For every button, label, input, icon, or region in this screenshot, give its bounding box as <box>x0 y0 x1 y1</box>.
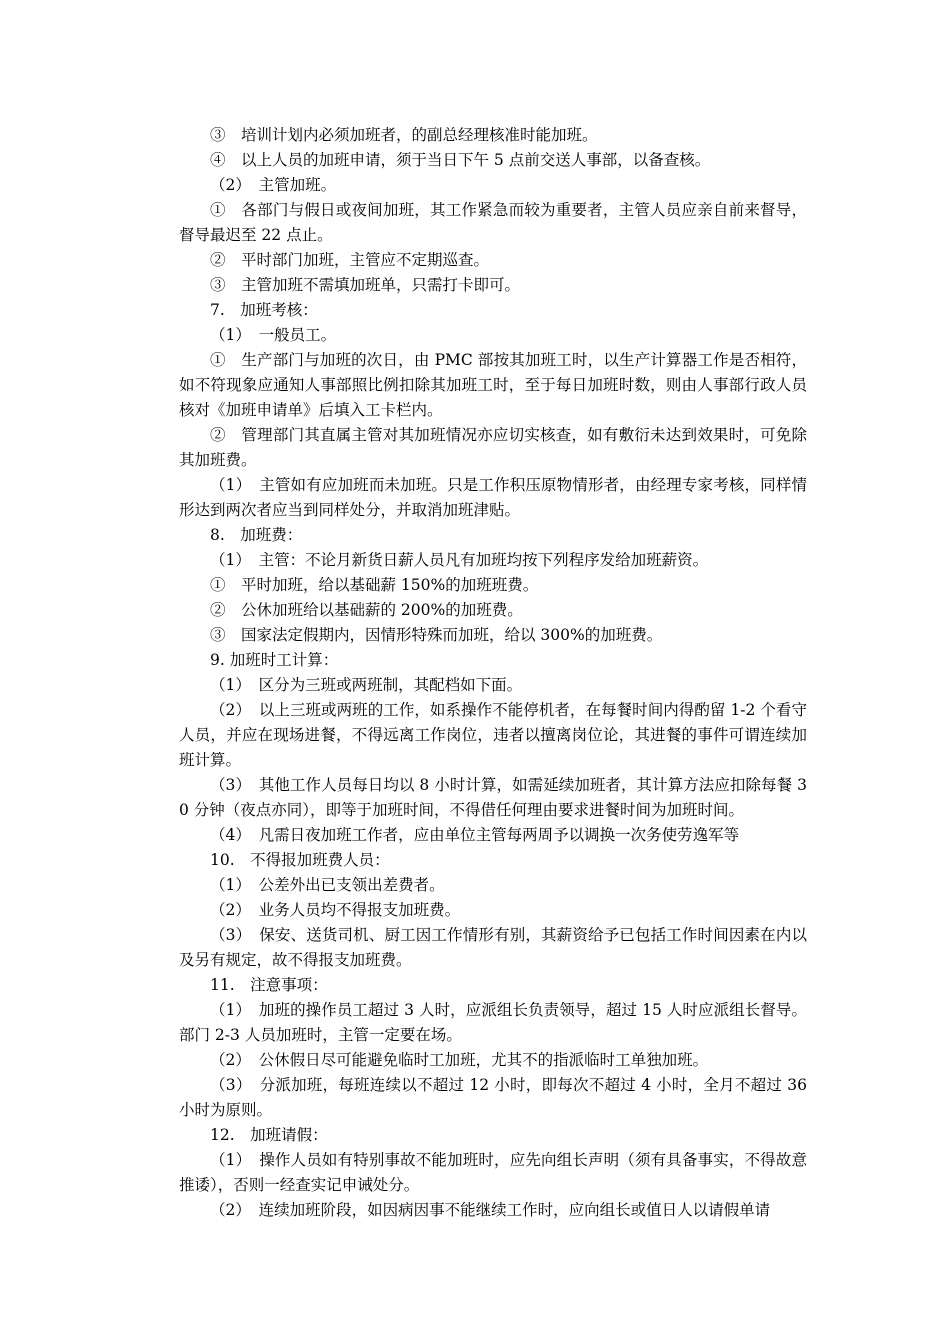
paragraph: （2） 公休假日尽可能避免临时工加班，尤其不的指派临时工单独加班。 <box>210 1051 709 1069</box>
paragraph: （3） 保安、送货司机、厨工因工作情形有别，其薪资给予已包括工作时间因素在内以及另有规定，故不得报支加班费。 <box>179 926 807 969</box>
paragraph: （2） 主管加班。 <box>210 176 337 194</box>
paragraph: （1） 加班的操作员工超过 3 人时，应派组长负责领导，超过 15 人时应派组长督导。部门 2-3 人员加班时，主管一定要在场。 <box>179 1001 807 1044</box>
paragraph: ② 平时部门加班，主管应不定期巡查。 <box>210 251 490 269</box>
paragraph: ① 平时加班，给以基础薪 150%的加班班费。 <box>210 576 539 594</box>
paragraph: （2） 以上三班或两班的工作，如系操作不能停机者，在每餐时间内得酌留 1-2 个看守人员，并应在现场进餐，不得远离工作岗位，违者以擅离岗位论，其进餐的事件可谓连续加班计算。 <box>179 701 807 769</box>
paragraph: （1） 公差外出已支领出差费者。 <box>210 876 445 894</box>
section-heading: 8. 加班费： <box>210 526 303 544</box>
section-heading: 7. 加班考核： <box>210 301 318 319</box>
paragraph: （4） 凡需日夜加班工作者，应由单位主管每两周予以调换一次务使劳逸军等 <box>210 826 740 844</box>
section-heading: 12. 加班请假： <box>210 1126 328 1144</box>
paragraph: （2） 连续加班阶段，如因病因事不能继续工作时，应向组长或值日人以请假单请 <box>210 1201 771 1219</box>
section-heading: 9. 加班时工计算： <box>210 651 339 669</box>
paragraph: （1） 主管如有应加班而未加班。只是工作积压原物情形者，由经理专家考核，同样情形达到两次者应当到同样处分，并取消加班津贴。 <box>179 476 807 519</box>
paragraph: ② 公休加班给以基础薪的 200%的加班费。 <box>210 601 523 619</box>
section-heading: 11. 注意事项： <box>210 976 328 994</box>
paragraph: （1） 区分为三班或两班制，其配档如下面。 <box>210 676 523 694</box>
paragraph: （1） 主管：不论月新货日薪人员凡有加班均按下列程序发给加班薪资。 <box>210 551 709 569</box>
paragraph: ③ 培训计划内必须加班者，的副总经理核准时能加班。 <box>210 126 598 144</box>
document-body <box>179 123 807 1223</box>
section-heading: 10. 不得报加班费人员： <box>210 851 390 869</box>
paragraph: ① 各部门与假日或夜间加班，其工作紧急而较为重要者，主管人员应亲自前来督导，督导最迟至 22 点止。 <box>179 201 807 244</box>
paragraph: （3） 其他工作人员每日均以 8 小时计算，如需延续加班者，其计算方法应扣除每餐 30 分钟（夜点亦同），即等于加班时间，不得借任何理由要求进餐时间为加班时间。 <box>179 776 807 819</box>
paragraph: ④ 以上人员的加班申请，须于当日下午 5 点前交送人事部，以备查核。 <box>210 151 711 169</box>
paragraph: ③ 国家法定假期内，因情形特殊而加班，给以 300%的加班费。 <box>210 626 663 644</box>
paragraph: ② 管理部门其直属主管对其加班情况亦应切实核查，如有敷衍未达到效果时，可免除其加班费。 <box>179 426 807 469</box>
paragraph: ① 生产部门与加班的次日，由 PMC 部按其加班工时，以生产计算器工作是否相符，如不符现象应通知人事部照比例扣除其加班工时，至于每日加班时数，则由人事部行政人员核对《加班申请单》后填入工卡栏内。 <box>179 351 807 419</box>
paragraph: （3） 分派加班，每班连续以不超过 12 小时，即每次不超过 4 小时，全月不超过 36 小时为原则。 <box>179 1076 807 1119</box>
paragraph: （1） 操作人员如有特别事故不能加班时，应先向组长声明（须有具备事实，不得故意推诿），否则一经查实记申诫处分。 <box>179 1151 807 1194</box>
paragraph: （1） 一般员工。 <box>210 326 337 344</box>
paragraph: ③ 主管加班不需填加班单，只需打卡即可。 <box>210 276 521 294</box>
paragraph: （2） 业务人员均不得报支加班费。 <box>210 901 461 919</box>
